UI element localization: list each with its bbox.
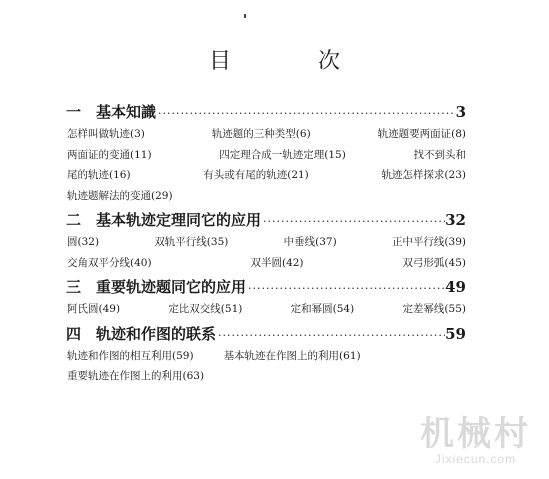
subtopic-line xyxy=(67,346,466,367)
subtopic-line xyxy=(67,124,466,145)
subtopic-entry[interactable]: 定比双交线(51) xyxy=(168,303,243,315)
watermark xyxy=(420,416,531,466)
section-page-number: 59 xyxy=(445,324,466,343)
section-page-number: 32 xyxy=(445,211,466,229)
watermark-logo-text: 机械村 xyxy=(420,414,531,454)
subtopic-entry[interactable]: 尾的轨迹(16) xyxy=(67,169,131,181)
subtopic-entry[interactable]: 重要轨迹在作图上的利用(63) xyxy=(67,370,205,382)
subtopic-entry[interactable]: 双轨平行线(35) xyxy=(154,236,229,248)
section-number: 一 xyxy=(66,103,82,121)
subtopic-entry[interactable]: 圆(32) xyxy=(67,236,100,248)
subtopic-entry[interactable]: 四定理合成一轨迹定理(15) xyxy=(219,148,346,161)
subtopic-entry[interactable]: 轨迹和作图的相互利用(59) xyxy=(67,349,194,362)
subtopic-entry[interactable]: 轨迹怎样探求(23) xyxy=(381,169,466,181)
subtopic-entry[interactable]: 两面证的变通(11) xyxy=(67,148,152,161)
subtopic-list xyxy=(66,232,466,273)
toc-heading[interactable] xyxy=(66,208,466,232)
top-tick-mark xyxy=(244,14,246,18)
dot-leader xyxy=(156,102,456,126)
subtopic-entry[interactable]: 双半圆(42) xyxy=(250,256,304,269)
subtopic-entry[interactable]: 基本轨迹在作图上的利用(61) xyxy=(223,349,361,362)
subtopic-entry[interactable]: 找不到头和 xyxy=(413,148,466,161)
subtopic-entry[interactable]: 正中平行线(39) xyxy=(391,236,466,248)
watermark-url: Jixiecun.com xyxy=(434,452,517,466)
subtopic-line xyxy=(67,366,466,387)
section-number: 三 xyxy=(66,278,82,296)
toc-heading[interactable] xyxy=(66,275,466,299)
subtopic-line xyxy=(67,232,466,253)
section-page-number: 3 xyxy=(455,103,466,121)
dot-leader xyxy=(261,210,445,234)
table-of-contents xyxy=(66,100,466,389)
subtopic-entry[interactable]: 中垂线(37) xyxy=(283,236,337,248)
section-title: 轨迹和作图的联系 xyxy=(96,324,217,343)
subtopic-list xyxy=(66,299,466,320)
dot-leader xyxy=(216,324,445,348)
subtopic-entry[interactable]: 双弓形弧(45) xyxy=(402,256,466,269)
subtopic-entry[interactable]: 阿氏圆(49) xyxy=(67,303,121,315)
subtopic-entry[interactable]: 有头或有尾的轨迹(21) xyxy=(203,169,309,181)
dot-leader xyxy=(246,277,445,301)
subtopic-line xyxy=(67,186,466,207)
page-title: 目 次 xyxy=(209,49,380,74)
subtopic-line xyxy=(67,253,466,274)
subtopic-entry[interactable]: 轨迹题的三种类型(6) xyxy=(211,128,311,140)
toc-heading[interactable] xyxy=(66,322,466,346)
subtopic-line xyxy=(67,299,466,320)
section-title: 基本知識 xyxy=(96,103,157,121)
section-number: 四 xyxy=(66,324,82,343)
subtopic-entry[interactable]: 轨迹题解法的变通(29) xyxy=(67,189,173,202)
subtopic-entry[interactable]: 定和幂圆(54) xyxy=(290,303,355,315)
section-number: 二 xyxy=(66,211,82,229)
subtopic-entry[interactable]: 怎样叫做轨迹(3) xyxy=(67,128,145,140)
toc-section xyxy=(66,275,466,320)
section-title: 重要轨迹题同它的应用 xyxy=(96,278,247,296)
subtopic-list xyxy=(66,124,466,206)
subtopic-entry[interactable]: 交角双平分线(40) xyxy=(67,256,152,269)
toc-section xyxy=(66,100,466,206)
toc-section xyxy=(66,322,466,387)
section-page-number: 49 xyxy=(445,278,466,296)
subtopic-list xyxy=(66,346,466,387)
section-title: 基本轨迹定理同它的应用 xyxy=(96,211,262,229)
subtopic-entry[interactable]: 定差幂线(55) xyxy=(402,303,466,315)
subtopic-line xyxy=(67,165,466,186)
subtopic-entry[interactable]: 轨迹题要两面证(8) xyxy=(377,128,466,140)
toc-heading[interactable] xyxy=(66,100,466,124)
subtopic-line xyxy=(67,145,466,166)
toc-section xyxy=(66,208,466,273)
